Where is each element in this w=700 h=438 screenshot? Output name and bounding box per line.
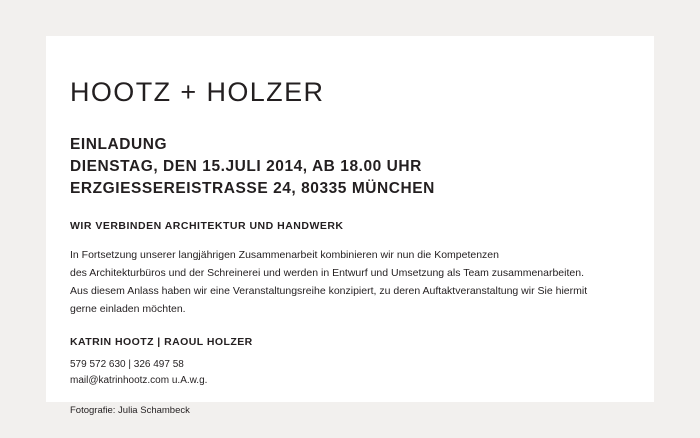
body-line: Aus diesem Anlass haben wir eine Veranstaltungsreihe konzipiert, zu deren Auftaktveranstaltung wir Sie hiermit bbox=[70, 284, 588, 297]
invitation-address: ERZGIESSEREISTRASSE 24, 80335 MÜNCHEN bbox=[70, 179, 435, 197]
invitation-block bbox=[70, 134, 630, 200]
contact-email: mail@katrinhootz.com u.A.w.g. bbox=[70, 375, 208, 387]
invitation-label: EINLADUNG bbox=[70, 135, 168, 153]
page-title: HOOTZ + HOLZER bbox=[70, 77, 325, 107]
contact-details bbox=[70, 357, 630, 389]
body-paragraph bbox=[70, 246, 600, 318]
photo-credit: Fotografie: Julia Schambeck bbox=[70, 405, 190, 417]
tagline: WIR VERBINDEN ARCHITEKTUR UND HANDWERK bbox=[70, 219, 344, 232]
signers: KATRIN HOOTZ | RAOUL HOLZER bbox=[70, 335, 253, 348]
invitation-date: DIENSTAG, DEN 15.JULI 2014, AB 18.00 UHR bbox=[70, 157, 422, 175]
body-line: des Architekturbüros und der Schreinerei und werden in Entwurf und Umsetzung als Team zusammenarbeiten. bbox=[70, 266, 584, 279]
contact-phone: 579 572 630 | 326 497 58 bbox=[70, 358, 184, 370]
invitation-card bbox=[46, 36, 654, 417]
body-line: In Fortsetzung unserer langjährigen Zusammenarbeit kombinieren wir nun die Kompetenzen bbox=[70, 248, 499, 261]
body-line: gerne einladen möchten. bbox=[70, 302, 186, 315]
card-content bbox=[70, 78, 630, 416]
